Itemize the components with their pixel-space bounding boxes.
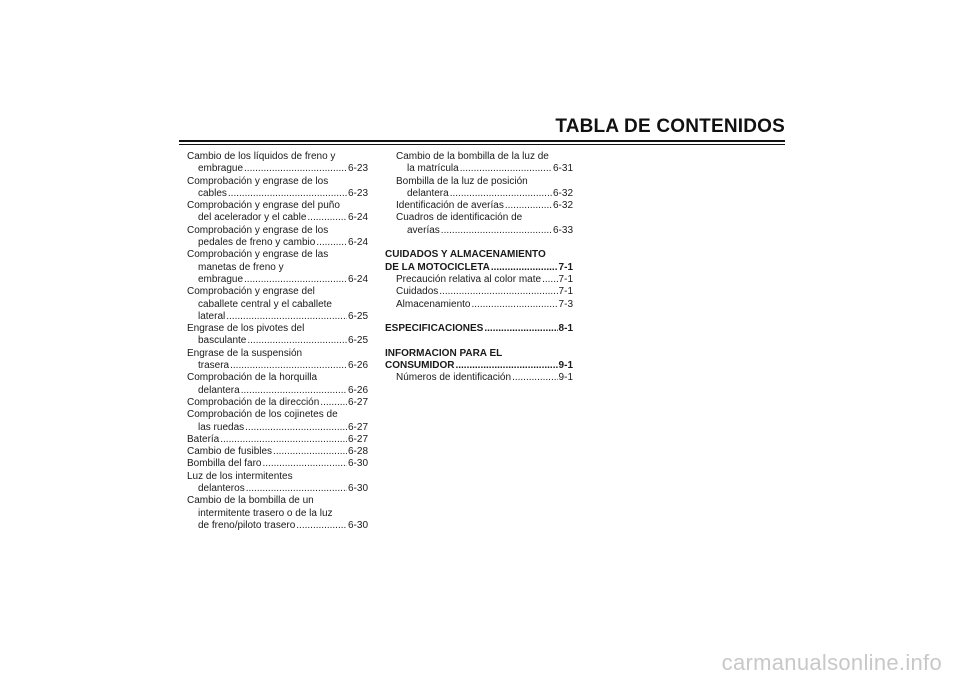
toc-entry-title: Cambio de los líquidos de freno y — [187, 151, 336, 162]
toc-entry[interactable] — [187, 200, 368, 212]
toc-entry[interactable] — [187, 335, 368, 347]
toc-entry[interactable] — [187, 225, 368, 237]
toc-entry[interactable] — [187, 360, 368, 372]
toc-entry-title: Engrase de los pivotes del — [187, 323, 305, 335]
toc-entry[interactable] — [385, 274, 573, 286]
toc-entry-page: 7-1 — [558, 286, 573, 298]
toc-entry-title: Cuidados — [396, 286, 439, 298]
toc-leader-dots — [542, 274, 557, 286]
toc-entry-page: 6-30 — [347, 483, 368, 495]
toc-column-left — [187, 151, 368, 532]
toc-entry-page: 6-24 — [347, 212, 368, 224]
toc-entry[interactable] — [385, 225, 573, 237]
toc-entry-page: 6-27 — [347, 396, 368, 408]
title-rule-thick — [179, 140, 785, 142]
toc-leader-dots — [296, 520, 347, 532]
toc-entry[interactable] — [187, 385, 368, 397]
toc-spacer — [385, 311, 573, 323]
toc-entry[interactable] — [385, 323, 573, 335]
toc-entry-title: del acelerador y el cable — [198, 212, 307, 224]
toc-entry[interactable] — [187, 397, 368, 409]
toc-entry[interactable] — [187, 434, 368, 446]
toc-entry-page: 6-27 — [347, 421, 368, 433]
toc-entry-page: 6-25 — [347, 335, 368, 347]
toc-entry-page: 6-26 — [347, 384, 368, 396]
toc-leader-dots — [441, 225, 552, 237]
watermark: carmanualsonline.info — [721, 650, 942, 675]
toc-leader-dots — [244, 163, 347, 175]
toc-entry-title: Precaución relativa al color mate — [396, 273, 542, 285]
toc-entry[interactable] — [187, 262, 368, 274]
toc-entry-title: INFORMACIÓN PARA EL — [385, 347, 503, 359]
toc-entry-title: Comprobación de los cojinetes de — [187, 409, 338, 421]
toc-entry[interactable] — [385, 151, 573, 163]
toc-entry-title: manetas de freno y — [198, 261, 284, 273]
toc-entry-page: 9-1 — [558, 360, 573, 372]
toc-leader-dots — [450, 188, 552, 200]
toc-entry-page: 9-1 — [558, 372, 573, 384]
toc-entry[interactable] — [385, 163, 573, 175]
toc-entry[interactable] — [187, 176, 368, 188]
toc-entry-page: 6-24 — [347, 273, 368, 285]
toc-leader-dots — [226, 311, 347, 323]
toc-entry-title: Identificación de averías — [396, 200, 504, 212]
toc-entry-title: averías — [407, 224, 440, 236]
toc-spacer — [385, 237, 573, 249]
toc-leader-dots — [471, 299, 557, 311]
toc-entry-title: Cambio de fusibles — [187, 446, 273, 458]
toc-entry[interactable] — [385, 262, 573, 274]
toc-entry-page: 6-27 — [347, 433, 368, 445]
toc-entry[interactable] — [385, 188, 573, 200]
toc-entry-title: Comprobación de la dirección — [187, 396, 320, 408]
toc-leader-dots — [247, 335, 347, 347]
toc-leader-dots — [512, 372, 557, 384]
toc-entry-title: Cambio de la bombilla de la luz de — [396, 151, 549, 162]
toc-leader-dots — [484, 323, 557, 335]
toc-entry[interactable] — [187, 286, 368, 298]
toc-entry[interactable] — [385, 299, 573, 311]
toc-entry[interactable] — [385, 249, 573, 261]
toc-leader-dots — [316, 237, 347, 249]
toc-entry[interactable] — [187, 495, 368, 507]
toc-entry[interactable] — [187, 212, 368, 224]
toc-entry-title: CONSUMIDOR — [385, 360, 455, 372]
toc-entry-page: 6-33 — [552, 224, 573, 236]
toc-entry-title: Números de identificación — [396, 372, 512, 384]
title-rule-thin — [179, 144, 785, 145]
toc-leader-dots — [455, 360, 557, 372]
toc-entry[interactable] — [187, 249, 368, 261]
toc-entry-title: las ruedas — [198, 421, 245, 433]
toc-entry[interactable] — [187, 508, 368, 520]
toc-leader-dots — [230, 360, 347, 372]
toc-entry-title: Bombilla de la luz de posición — [396, 175, 528, 187]
toc-entry[interactable] — [187, 348, 368, 360]
toc-entry-title: CUIDADOS Y ALMACENAMIENTO — [385, 249, 546, 261]
toc-entry-page: 7-1 — [558, 261, 573, 273]
toc-entry-title: Comprobación de la horquilla — [187, 372, 318, 384]
toc-entry-title: Comprobación y engrase de los — [187, 175, 329, 187]
toc-entry[interactable] — [187, 422, 368, 434]
toc-entry-title: cables — [198, 187, 227, 199]
toc-entry-title: intermitente trasero o de la luz — [198, 507, 333, 519]
toc-leader-dots — [320, 397, 347, 409]
toc-entry[interactable] — [187, 299, 368, 311]
toc-entry-title: Comprobación y engrase del — [187, 286, 315, 298]
toc-leader-dots — [505, 200, 552, 212]
toc-entry-title: Bombilla del faro — [187, 458, 262, 470]
toc-entry[interactable] — [385, 348, 573, 360]
toc-entry-page: 6-24 — [347, 237, 368, 249]
toc-entry-title: lateral — [198, 310, 226, 322]
toc-entry-title: delanteros — [198, 483, 245, 495]
toc-leader-dots — [491, 262, 558, 274]
toc-entry-page: 6-31 — [552, 163, 573, 175]
toc-entry[interactable] — [187, 323, 368, 335]
toc-leader-dots — [460, 163, 552, 175]
toc-entry-page: 6-23 — [347, 163, 368, 175]
toc-entry-title: Batería — [187, 433, 220, 445]
toc-entry[interactable] — [187, 409, 368, 421]
toc-entry-title: embrague — [198, 273, 244, 285]
toc-entry-page: 6-25 — [347, 310, 368, 322]
toc-entry-page: 6-26 — [347, 360, 368, 372]
toc-leader-dots — [245, 422, 347, 434]
toc-entry-page: 6-30 — [347, 458, 368, 470]
toc-entry[interactable] — [187, 188, 368, 200]
toc-leader-dots — [307, 212, 347, 224]
toc-entry-page: 6-28 — [347, 446, 368, 458]
toc-entry-title: ESPECIFICACIONES — [385, 323, 484, 335]
toc-entry-title: pedales de freno y cambio — [198, 237, 316, 249]
toc-entry[interactable] — [187, 274, 368, 286]
toc-entry-title: Comprobación y engrase de los — [187, 224, 329, 236]
toc-entry-page: 6-32 — [552, 187, 573, 199]
toc-entry-title: Engrase de la suspensión — [187, 347, 303, 359]
toc-entry-page: 6-23 — [347, 187, 368, 199]
toc-entry[interactable] — [187, 483, 368, 495]
toc-entry[interactable] — [385, 286, 573, 298]
toc-entry-title: de freno/piloto trasero — [198, 519, 296, 531]
toc-entry[interactable] — [187, 520, 368, 532]
toc-entry[interactable] — [187, 151, 368, 163]
toc-entry-page: 6-32 — [552, 200, 573, 212]
toc-entry[interactable] — [187, 237, 368, 249]
toc-entry-title: basculante — [198, 335, 247, 347]
toc-entry-page: 8-1 — [558, 323, 573, 335]
toc-entry-title: DE LA MOTOCICLETA — [385, 261, 490, 273]
toc-entry[interactable] — [385, 212, 573, 224]
toc-entry-title: Comprobación y engrase de las — [187, 249, 329, 261]
toc-entry[interactable] — [385, 200, 573, 212]
toc-entry-title: la matrícula — [407, 163, 459, 175]
toc-entry-title: delantera — [198, 384, 240, 396]
toc-entry[interactable] — [187, 458, 368, 470]
toc-entry-title: caballete central y el caballete — [198, 298, 332, 310]
toc-entry-title: trasera — [198, 360, 230, 372]
toc-leader-dots — [220, 434, 347, 446]
toc-entry-page: 7-1 — [558, 273, 573, 285]
toc-entry-title: embrague — [198, 163, 244, 175]
toc-entry[interactable] — [385, 176, 573, 188]
toc-leader-dots — [244, 274, 347, 286]
toc-entry[interactable] — [187, 163, 368, 175]
toc-leader-dots — [241, 385, 347, 397]
toc-leader-dots — [273, 446, 347, 458]
toc-entry[interactable] — [187, 372, 368, 384]
toc-entry-title: delantera — [407, 187, 449, 199]
toc-entry-title: Cuadros de identificación de — [396, 212, 523, 224]
toc-column-right — [385, 151, 573, 385]
toc-leader-dots — [262, 458, 347, 470]
toc-entry[interactable] — [187, 471, 368, 483]
toc-entry-title: Cambio de la bombilla de un — [187, 495, 314, 507]
toc-entry[interactable] — [187, 311, 368, 323]
toc-entry-title: Almacenamiento — [396, 298, 471, 310]
toc-leader-dots — [439, 286, 557, 298]
page-title: TABLA DE CONTENIDOS — [555, 116, 785, 137]
toc-spacer — [385, 335, 573, 347]
toc-entry[interactable] — [187, 446, 368, 458]
toc-entry[interactable] — [385, 360, 573, 372]
toc-entry-title: Luz de los intermitentes — [187, 470, 293, 482]
toc-entry-page: 7-3 — [558, 298, 573, 310]
toc-entry[interactable] — [385, 372, 573, 384]
toc-entry-title: Comprobación y engrase del puño — [187, 200, 340, 212]
toc-leader-dots — [228, 188, 347, 200]
toc-leader-dots — [246, 483, 347, 495]
toc-entry-page: 6-30 — [347, 519, 368, 531]
